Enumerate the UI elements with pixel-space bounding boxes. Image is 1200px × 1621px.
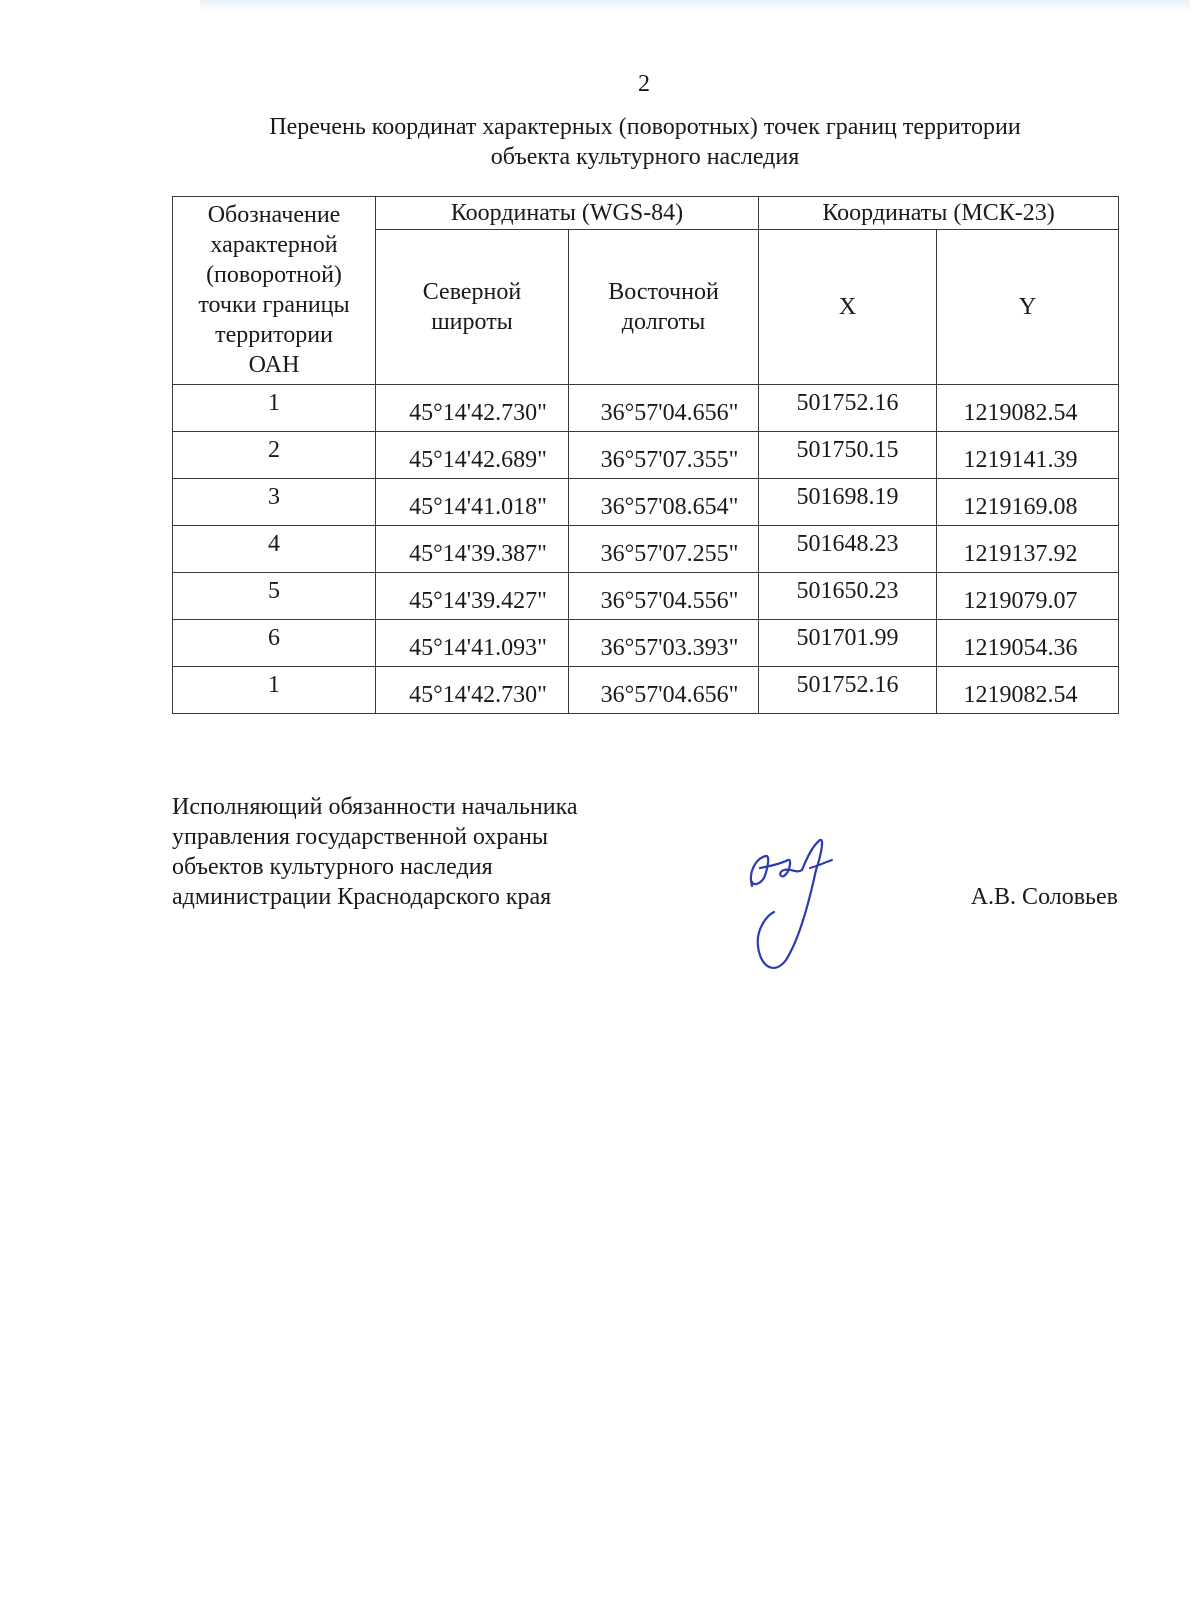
point-cell: 6: [173, 620, 376, 667]
signatory-name: А.В. Соловьев: [970, 884, 1118, 910]
signatory-position: [172, 792, 578, 912]
handwritten-signature: [740, 838, 840, 988]
document-title-line-1: Перечень координат характерных (поворотных) точек границ территории: [269, 114, 1021, 140]
document-title: [172, 112, 1118, 172]
y-coordinate-cell: 1219082.54: [937, 667, 1119, 714]
latitude-cell: 45°14'42.730": [376, 385, 569, 432]
point-cell: 4: [173, 526, 376, 573]
header-point-line: точки границы: [198, 292, 350, 318]
table-row: [173, 573, 1119, 620]
longitude-cell: 36°57'04.656": [569, 667, 759, 714]
longitude-cell: 36°57'07.355": [569, 432, 759, 479]
header-y: Y: [937, 230, 1119, 385]
header-longitude: [569, 230, 759, 385]
latitude-cell: 45°14'39.427": [376, 573, 569, 620]
y-coordinate-cell: 1219079.07: [937, 573, 1119, 620]
page-number: 2: [638, 71, 650, 97]
header-latitude-line: Северной: [422, 279, 522, 305]
table-row: [173, 432, 1119, 479]
point-cell: 3: [173, 479, 376, 526]
point-cell: 5: [173, 573, 376, 620]
x-coordinate-cell: 501701.99: [759, 620, 937, 667]
table-row: [173, 385, 1119, 432]
x-coordinate-cell: 501650.23: [759, 573, 937, 620]
x-coordinate-cell: 501752.16: [759, 667, 937, 714]
x-coordinate-cell: 501698.19: [759, 479, 937, 526]
y-coordinate-cell: 1219169.08: [937, 479, 1119, 526]
coordinates-table-body: [173, 385, 1119, 714]
latitude-cell: 45°14'42.730": [376, 667, 569, 714]
scan-edge-tint: [200, 0, 1190, 12]
longitude-cell: 36°57'04.656": [569, 385, 759, 432]
latitude-cell: 45°14'42.689": [376, 432, 569, 479]
document-title-line-2: объекта культурного наследия: [490, 144, 800, 170]
y-coordinate-cell: 1219141.39: [937, 432, 1119, 479]
x-coordinate-cell: 501750.15: [759, 432, 937, 479]
y-coordinate-cell: 1219082.54: [937, 385, 1119, 432]
x-coordinate-cell: 501648.23: [759, 526, 937, 573]
header-point-designation: [173, 197, 376, 385]
signatory-position-line: объектов культурного наследия: [172, 854, 493, 880]
y-coordinate-cell: 1219054.36: [937, 620, 1119, 667]
point-cell: 1: [173, 385, 376, 432]
table-row: [173, 479, 1119, 526]
header-point-line: территории: [215, 322, 333, 348]
header-point-line: (поворотной): [206, 262, 342, 288]
header-group-msk23: Координаты (МСК-23): [759, 197, 1119, 230]
longitude-cell: 36°57'03.393": [569, 620, 759, 667]
signatory-position-line: администрации Краснодарского края: [172, 884, 552, 910]
header-longitude-line: Восточной: [608, 279, 719, 305]
table-row: [173, 526, 1119, 573]
longitude-cell: 36°57'07.255": [569, 526, 759, 573]
latitude-cell: 45°14'41.018": [376, 479, 569, 526]
point-cell: 1: [173, 667, 376, 714]
signatory-position-line: управления государственной охраны: [172, 824, 548, 850]
latitude-cell: 45°14'39.387": [376, 526, 569, 573]
header-point-line: Обозначение: [207, 202, 341, 228]
table-row: [173, 620, 1119, 667]
header-latitude-line: широты: [431, 309, 513, 335]
header-x: X: [759, 230, 937, 385]
header-latitude: [376, 230, 569, 385]
coordinates-table: [172, 196, 1119, 714]
header-point-line: ОАН: [248, 352, 300, 378]
longitude-cell: 36°57'08.654": [569, 479, 759, 526]
latitude-cell: 45°14'41.093": [376, 620, 569, 667]
signatory-position-line: Исполняющий обязанности начальника: [172, 794, 578, 820]
longitude-cell: 36°57'04.556": [569, 573, 759, 620]
header-point-line: характерной: [210, 232, 338, 258]
y-coordinate-cell: 1219137.92: [937, 526, 1119, 573]
header-longitude-line: долготы: [621, 309, 706, 335]
header-group-wgs84: Координаты (WGS-84): [376, 197, 759, 230]
x-coordinate-cell: 501752.16: [759, 385, 937, 432]
point-cell: 2: [173, 432, 376, 479]
table-row: [173, 667, 1119, 714]
